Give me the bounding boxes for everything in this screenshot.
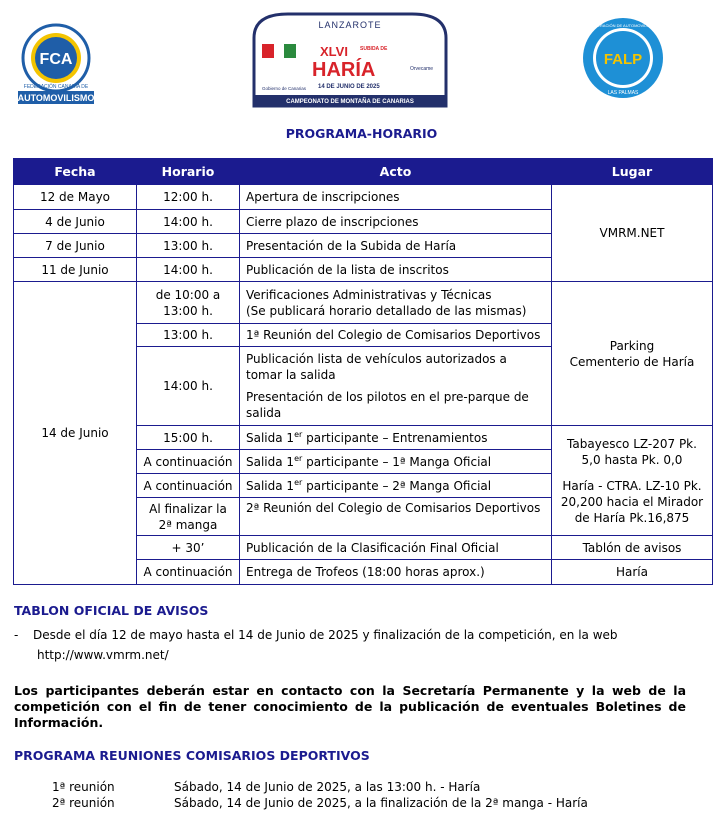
rally-bottom-text: CAMPEONATO DE MONTAÑA DE CANARIAS [286, 99, 414, 105]
acto-text: Salida 1 [246, 478, 295, 493]
acto-line: (Se publicará horario detallado de las mismas) [246, 303, 527, 318]
rally-sponsor-orvecame: Orvecame [410, 66, 434, 72]
acto-cell [240, 450, 552, 474]
acto-line: Presentación de los pilotos en el pre-parque de salida [246, 390, 529, 420]
acto-cell: Apertura de inscripciones [240, 185, 552, 210]
horario-cell: Al finalizar la 2ª manga [137, 498, 240, 536]
rally-event: HARÍA [312, 59, 376, 81]
acto-sup: er [294, 453, 303, 463]
acto-text: Salida 1 [246, 454, 295, 469]
fecha-cell: 11 de Junio [14, 258, 137, 282]
fca-letters: FCA [39, 51, 73, 68]
header-acto: Acto [240, 159, 552, 185]
acto-line: Publicación lista de vehículos autorizados a tomar la salida [246, 352, 507, 382]
falp-letters: FALP [603, 51, 643, 68]
falp-ring-top: FEDERACIÓN DE AUTOMOVILISMO [589, 23, 657, 28]
table-row [14, 282, 713, 324]
rally-top-text: LANZAROTE [318, 20, 382, 30]
lugar-cell: Tablón de avisos [552, 536, 713, 560]
acto-text: participante – Entrenamientos [302, 430, 488, 445]
horario-cell: A continuación [137, 450, 240, 474]
rally-event-small: SUBIDA DE [360, 46, 388, 52]
tablon-url-link[interactable]: http://www.vmrm.net/ [37, 648, 169, 662]
acto-cell: 2ª Reunión del Colegio de Comisarios Deportivos [240, 498, 552, 536]
horario-cell: + 30’ [137, 536, 240, 560]
acto-sup: er [294, 429, 303, 439]
acto-cell: Presentación de la Subida de Haría [240, 234, 552, 258]
acto-text: Salida 1 [246, 430, 295, 445]
fecha-cell: 12 de Mayo [14, 185, 137, 210]
acto-cell [240, 282, 552, 324]
fca-band-text: AUTOMOVILISMO [18, 93, 94, 103]
rally-sponsor-gobierno: Gobierno de Canarias [262, 86, 307, 91]
header-fecha: Fecha [14, 159, 137, 185]
lugar-line: Tabayesco LZ-207 Pk. 5,0 hasta Pk. 0,0 [567, 436, 697, 467]
horario-cell: 15:00 h. [137, 426, 240, 450]
reunion-label: 1ª reunión [52, 780, 115, 794]
horario-cell: 13:00 h. [137, 234, 240, 258]
notice-paragraph: Los participantes deberán estar en contacto con la Secretaría Permanente y la web de la competición con el fin de tener conocimiento de la publicación de eventuales Boletines de Información. [14, 683, 686, 730]
lugar-line: Parking [609, 338, 655, 353]
lugar-cell [552, 426, 713, 536]
acto-cell [240, 474, 552, 498]
acto-cell [240, 426, 552, 450]
reunion-text: Sábado, 14 de Junio de 2025, a las 13:00 h. - Haría [174, 780, 481, 794]
falp-logo [581, 16, 665, 100]
rally-edition: XLVI [320, 44, 348, 59]
horario-cell: 14:00 h. [137, 258, 240, 282]
horario-cell: A continuación [137, 474, 240, 498]
rally-plaque-logo [248, 10, 452, 110]
fecha-cell: 7 de Junio [14, 234, 137, 258]
acto-text: participante – 1ª Manga Oficial [302, 454, 492, 469]
horario-cell: 12:00 h. [137, 185, 240, 210]
tablon-title: TABLON OFICIAL DE AVISOS [14, 603, 209, 618]
reuniones-title: PROGRAMA REUNIONES COMISARIOS DEPORTIVOS [14, 748, 370, 763]
fecha-cell: 4 de Junio [14, 210, 137, 234]
rally-date: 14 DE JUNIO DE 2025 [318, 84, 380, 90]
acto-cell: Entrega de Trofeos (18:00 horas aprox.) [240, 560, 552, 585]
acto-sup: er [294, 477, 303, 487]
acto-cell [240, 347, 552, 426]
fecha-cell: 14 de Junio [14, 282, 137, 585]
horario-cell: 14:00 h. [137, 210, 240, 234]
fca-logo [18, 22, 94, 106]
header-lugar: Lugar [552, 159, 713, 185]
fca-ring-text: FEDERACIÓN CANARIA DE [23, 84, 89, 90]
lugar-cell: VMRM.NET [552, 185, 713, 282]
acto-cell: Cierre plazo de inscripciones [240, 210, 552, 234]
reunion-label: 2ª reunión [52, 796, 115, 810]
header-horario: Horario [137, 159, 240, 185]
acto-cell: Publicación de la Clasificación Final Oficial [240, 536, 552, 560]
acto-text: participante – 2ª Manga Oficial [302, 478, 492, 493]
lugar-cell [552, 282, 713, 426]
horario-cell: A continuación [137, 560, 240, 585]
horario-cell: de 10:00 a 13:00 h. [137, 282, 240, 324]
lugar-line: Haría - CTRA. LZ-10 Pk. 20,200 hacia el Mirador de Haría Pk.16,875 [560, 478, 704, 525]
tablon-bullet: - [14, 628, 19, 642]
acto-line: Verificaciones Administrativas y Técnicas [246, 287, 492, 302]
table-header-row [14, 159, 713, 185]
schedule-table [13, 158, 713, 585]
lugar-cell: Haría [552, 560, 713, 585]
horario-cell: 13:00 h. [137, 324, 240, 347]
acto-cell: Publicación de la lista de inscritos [240, 258, 552, 282]
table-row [14, 185, 713, 210]
horario-cell: 14:00 h. [137, 347, 240, 426]
page-title: PROGRAMA-HORARIO [285, 126, 438, 141]
tablon-line: Desde el día 12 de mayo hasta el 14 de Junio de 2025 y finalización de la competición, en la web [33, 628, 618, 642]
falp-ring-bottom: LAS PALMAS [607, 90, 639, 96]
lugar-line: Cementerio de Haría [569, 354, 695, 369]
acto-cell: 1ª Reunión del Colegio de Comisarios Deportivos [240, 324, 552, 347]
reunion-text: Sábado, 14 de Junio de 2025, a la finalización de la 2ª manga - Haría [174, 796, 588, 810]
